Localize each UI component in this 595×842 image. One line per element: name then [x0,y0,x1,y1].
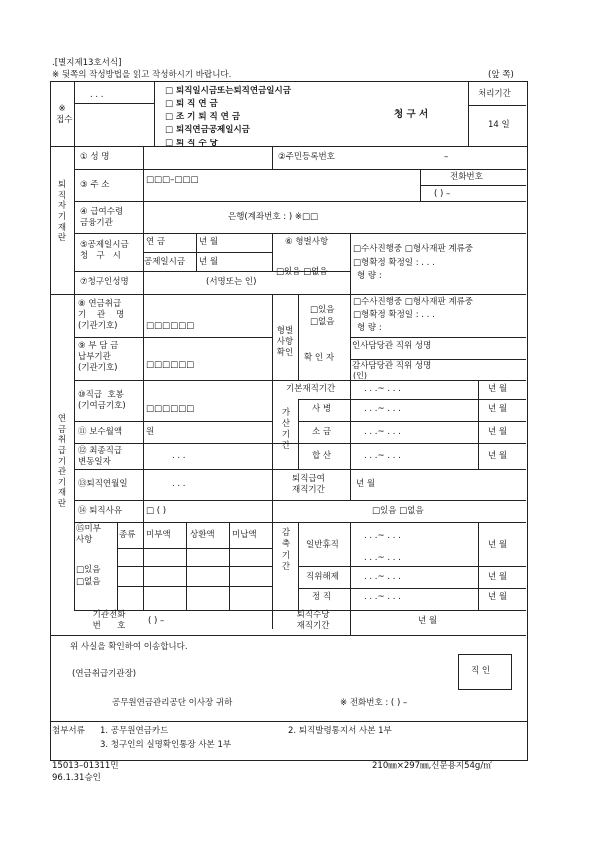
form-code: 15013–01311민 [52,761,119,771]
audit-officer-field[interactable]: 감사담당관 직위 성명 [352,361,432,371]
suspension-duration[interactable]: 년 월 [488,592,508,602]
phone-field[interactable]: ( ) – [434,189,451,199]
option-retirement-allowance[interactable]: □ 퇴 직 수 당 [165,139,218,146]
penalty-check-label: 형벌 사항 확인 [276,326,294,359]
grade-code-field[interactable]: □□□□□□ [146,404,195,414]
dismissal-duration[interactable]: 년 월 [488,572,508,582]
retire-pay-period-field[interactable]: 년 월 [356,479,376,489]
leave-label: 일반휴직 [306,540,339,550]
seal-mark: (인) [353,371,367,380]
paper-spec: 210㎜×297㎜,신문용지54g/㎡ [372,761,492,771]
address-field[interactable]: □□□–□□□ [146,175,199,185]
checker-label: 확 인 자 [304,353,335,363]
agency-name-label: ⑧ 연금취급 기 관 명 (기관기호) [78,299,125,332]
lump-pension-date[interactable]: 년 월 [199,237,219,247]
lump-sum-label: ⑤공제일시금 청 구 시 [80,240,129,262]
bank-label: ④ 급여수령 금융기관 [80,207,124,229]
retire-reason-checkbox[interactable]: □있음 □없음 [372,506,424,516]
payer-label: ⑨ 부 담 금 납부기관 (기관기호) [78,341,119,374]
suspension-label: 정 직 [312,592,332,602]
processing-period-label: 처리기간 [478,89,511,99]
salary-label: ⑪ 보수월액 [78,427,123,437]
agency-head-label: (연금취급기관장) [72,669,137,679]
signature-label: ⑦청구인성명 [80,277,129,287]
unpaid-checkbox[interactable]: □있음 □없음 [76,565,101,587]
sentence-field[interactable]: 형 량 : [357,271,382,281]
conviction-checkbox[interactable]: □형확정 확정일 : . . . [353,258,435,268]
address-label: ③ 주 소 [80,180,110,190]
last-grade-date-label: ⑫ 최종직급 변동일자 [78,446,123,468]
allowance-period-field[interactable]: 년 월 [418,616,438,626]
soldier-duration[interactable]: 년 월 [488,404,508,414]
retro-label: 소 금 [312,427,332,437]
option-lump-sum[interactable]: □ 퇴직일시금또는퇴직연금일시금 [165,86,291,96]
retire-date-field[interactable]: . . . [172,479,186,489]
retro-period[interactable]: . . .~ . . . [364,427,401,437]
document-title: 청 구 서 [394,109,429,120]
retire-reason-field[interactable]: □ ( ) [146,506,167,516]
page-side: (앞 쪽) [488,70,514,80]
receipt-label: ※ 접수 [56,104,73,125]
col-unpaid: 미부액 [146,530,171,540]
processing-period-value: 14 일 [488,120,510,130]
instruction: ※ 뒷쪽의 작성방법을 읽고 작성하시기 바랍니다. [52,70,232,80]
name-label: ① 성 명 [80,152,110,162]
leave-period-1[interactable]: . . .~ . . . [364,531,401,541]
suspension-period[interactable]: . . .~ . . . [364,592,401,602]
rrn-field[interactable]: – [444,152,449,162]
investigation-checkbox[interactable]: □수사진행중 □형사재판 계류중 [353,244,473,254]
salary-field[interactable]: 원 [146,427,155,437]
agency-phone-label: 기관전화 번 호 [92,610,126,632]
agency-phone-field[interactable]: ( ) – [148,616,165,626]
base-service-duration[interactable]: 년 월 [488,384,508,394]
soldier-label: 사 병 [312,404,332,414]
attachments-label: 첨부서류 [52,726,85,736]
official-seal-label: 직 인 [471,666,491,676]
option-pension[interactable]: □ 퇴 직 연 금 [165,99,218,109]
attachment-1: 1. 공무원연금카드 [100,726,169,736]
reduction-period-label: 감 축 기 간 [281,528,291,573]
recipient: 공무원연금관리공단 이사장 귀하 [112,698,233,708]
base-service-label: 기본재직기간 [286,384,336,394]
attachment-3: 3. 청구인의 실명확인통장 사본 1부 [100,740,232,750]
hr-officer-field[interactable]: 인사담당관 직위 성명 [352,341,432,351]
added-period-label: 가 산 기 간 [281,408,291,452]
agency-code-field[interactable]: □□□□□□ [146,321,195,331]
combined-duration[interactable]: 년 월 [488,451,508,461]
dismissal-label: 직위해제 [306,572,339,582]
col-repaid: 상환액 [190,530,215,540]
name-field[interactable] [143,146,271,168]
retro-duration[interactable]: 년 월 [488,427,508,437]
retire-pay-period-label: 퇴직급여 재직기간 [292,474,325,496]
combined-period[interactable]: . . .~ . . . [364,451,401,461]
leave-period-2[interactable]: . . .~ . . . [364,553,401,563]
agency-conviction-checkbox[interactable]: □형확정 확정일 : . . . [353,310,435,320]
confirm-text: 위 사실을 확인하여 이송합니다. [70,642,188,652]
signature-field[interactable]: (서명또는 인) [206,277,257,287]
penalty-checkbox[interactable]: □있음 □없음 [276,267,328,277]
retire-date-label: ⑬퇴직연월일 [78,479,128,489]
penalty-label: ⑥ 형벌사항 [285,237,329,247]
receipt-number: . . . [90,90,104,100]
col-outstanding: 미납액 [232,530,257,540]
retiree-section-label: 퇴 직 자 기 재 란 [57,180,67,244]
form-number: .[별지제13호서식] [52,58,122,68]
agency-investigation-checkbox[interactable]: □수사진행중 □형사재판 계류중 [353,297,473,307]
col-type: 종류 [119,530,136,540]
agency-section-label: 연 금 취 급 기 관 기 재 란 [57,414,67,509]
approval-date: 96.1.31승인 [52,773,101,783]
unpaid-label: ⑮미부 사항 [76,524,101,546]
lump-deduction-date[interactable]: 년 월 [199,257,219,267]
lump-pension-label: 연 금 [146,237,166,247]
leave-duration[interactable]: 년 월 [488,540,508,550]
dismissal-period[interactable]: . . .~ . . . [364,572,401,582]
attachment-2: 2. 퇴직발령통지서 사본 1부 [288,726,392,736]
agency-sentence-field[interactable]: 형 량 : [357,323,382,333]
agency-penalty-checkbox[interactable]: □있음 □없음 [310,305,335,327]
lump-deduction-label: 공제일시금 [144,257,186,267]
bank-account-field[interactable]: 은행(계좌번호 : ) ※□□ [228,212,319,222]
combined-label: 합 산 [312,451,332,461]
retire-reason-label: ⑭ 퇴직사유 [78,506,123,516]
confirm-phone: ※ 전화번호 : ( ) – [340,698,408,708]
payer-code-field[interactable]: □□□□□□ [146,360,195,370]
option-pension-deduction[interactable]: □ 퇴직연금공제일시금 [165,125,250,135]
grade-label: ⑩직급 호봉 (기여금기호) [78,390,126,412]
allowance-period-label: 퇴직수당 재직기간 [296,610,330,632]
base-service-period[interactable]: . . .~ . . . [364,384,401,394]
option-early-pension[interactable]: □ 조 기 퇴 직 연 금 [165,112,241,122]
soldier-period[interactable]: . . .~ . . . [364,404,401,414]
phone-label: 전화번호 [450,172,483,182]
last-grade-date-field[interactable]: . . . [172,451,186,461]
rrn-label: ②주민등록번호 [278,152,335,162]
